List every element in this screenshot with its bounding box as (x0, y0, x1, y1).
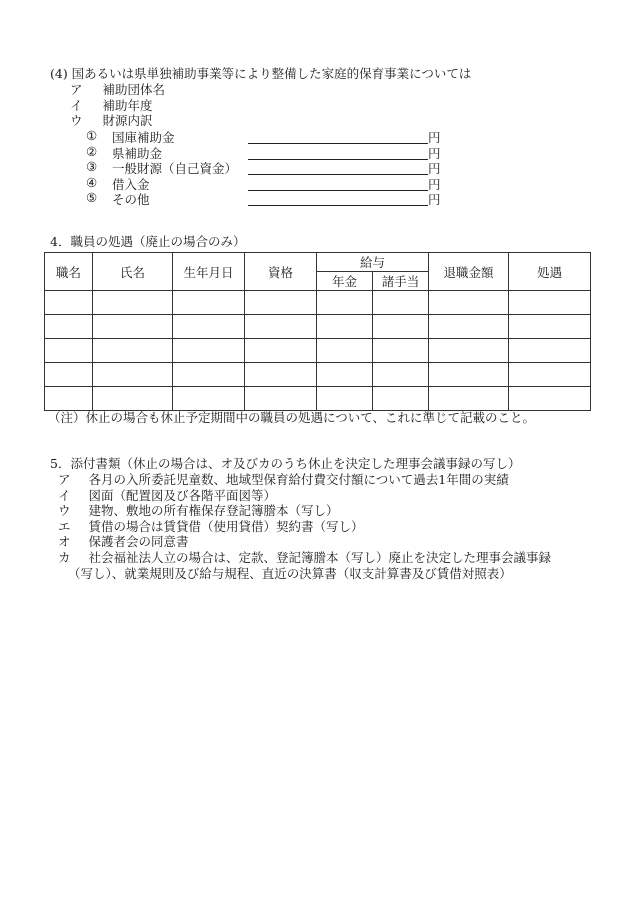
table-cell[interactable] (93, 363, 173, 387)
attachment-item (58, 534, 189, 550)
attachment-item (58, 503, 339, 519)
fund-label: 借入金 (112, 177, 150, 192)
attachment-item (58, 488, 276, 504)
attachment-item (58, 472, 509, 488)
table-cell[interactable] (429, 339, 509, 363)
fund-amount-blank[interactable] (248, 144, 428, 160)
table-cell[interactable] (173, 339, 245, 363)
fund-number: ④ (86, 175, 98, 190)
table-cell[interactable] (93, 387, 173, 411)
table-note: （注）休止の場合も休止予定期間中の職員の処遇について、これに準じて記載のこと。 (48, 410, 536, 425)
attachment-item (58, 519, 364, 535)
table-cell[interactable] (245, 363, 317, 387)
item-mark: イ (58, 488, 71, 503)
table-cell[interactable] (509, 315, 591, 339)
attachment-item (58, 550, 551, 566)
item-mark: エ (58, 519, 71, 534)
staff-treatment-table (44, 252, 591, 411)
item-label: 財源内訳 (102, 113, 153, 128)
table-cell[interactable] (45, 315, 93, 339)
fund-row-national (86, 128, 441, 145)
item-text: 各月の入所委託児童数、地域型保育給付費交付額について過去1年間の実績 (88, 472, 509, 487)
table-cell[interactable] (509, 339, 591, 363)
section-5-title: 5．添付書類（休止の場合は、オ及びカのうち休止を決定した理事会議事録の写し） (50, 456, 521, 471)
table-row (45, 363, 591, 387)
header-name: 氏名 (93, 253, 173, 291)
table-cell[interactable] (373, 339, 429, 363)
table-row (45, 315, 591, 339)
item-label: 補助年度 (102, 98, 153, 113)
item-text: 保護者会の同意書 (88, 534, 189, 549)
fund-number: ⑤ (86, 190, 98, 205)
fund-amount-blank[interactable] (248, 175, 428, 191)
fund-row-prefecture (86, 144, 441, 161)
item-mark: カ (58, 550, 71, 565)
table-cell[interactable] (45, 339, 93, 363)
item-text: 図面（配置図及び各階平面図等） (88, 488, 277, 503)
fund-amount-blank[interactable] (248, 190, 428, 206)
fund-row-general (86, 159, 441, 176)
fund-label: 国庫補助金 (112, 130, 175, 145)
table-row (45, 291, 591, 315)
item-text: 社会福祉法人立の場合は、定款、登記簿謄本（写し）廃止を決定した理事会議事録 (88, 550, 552, 565)
table-cell[interactable] (429, 315, 509, 339)
item-mark: オ (58, 534, 71, 549)
table-cell[interactable] (317, 363, 373, 387)
item-u (70, 113, 153, 129)
fund-unit: 円 (428, 130, 441, 145)
fund-amount-blank[interactable] (248, 159, 428, 175)
fund-label: 一般財源（自己資金） (112, 161, 238, 176)
fund-amount-blank[interactable] (248, 128, 428, 144)
item-mark: ア (58, 472, 71, 487)
fund-row-loan (86, 175, 441, 192)
table-cell[interactable] (373, 363, 429, 387)
table-row (45, 339, 591, 363)
fund-number: ② (86, 144, 98, 159)
item-i (70, 98, 153, 114)
item-mark: ウ (58, 503, 71, 518)
table-cell[interactable] (317, 339, 373, 363)
fund-label: その他 (112, 192, 150, 207)
table-cell[interactable] (429, 363, 509, 387)
table-cell[interactable] (429, 387, 509, 411)
item-text: 建物、敷地の所有権保存登記簿謄本（写し） (88, 503, 339, 518)
fund-number: ① (86, 128, 98, 143)
header-treatment: 処遇 (509, 253, 591, 291)
table-cell[interactable] (373, 291, 429, 315)
table-cell[interactable] (45, 363, 93, 387)
table-cell[interactable] (93, 291, 173, 315)
table-cell[interactable] (509, 387, 591, 411)
table-cell[interactable] (317, 291, 373, 315)
table-cell[interactable] (373, 315, 429, 339)
table-row (45, 387, 591, 411)
table-cell[interactable] (173, 315, 245, 339)
item-mark: イ (70, 98, 83, 113)
table-cell[interactable] (317, 387, 373, 411)
table-cell[interactable] (245, 387, 317, 411)
fund-unit: 円 (428, 192, 441, 207)
item-mark: ウ (70, 113, 83, 128)
table-cell[interactable] (173, 363, 245, 387)
table-cell[interactable] (373, 387, 429, 411)
fund-row-other (86, 190, 441, 207)
item-a (70, 82, 165, 98)
header-salary-allowance: 諸手当 (373, 272, 429, 291)
header-salary-annual: 年金 (317, 272, 373, 291)
section-4-title: 4．職員の処遇（廃止の場合のみ） (50, 234, 246, 249)
table-cell[interactable] (45, 387, 93, 411)
table-cell[interactable] (93, 315, 173, 339)
table-cell[interactable] (245, 315, 317, 339)
table-cell[interactable] (173, 387, 245, 411)
header-birthdate: 生年月日 (173, 253, 245, 291)
item-label: 補助団体名 (102, 82, 166, 97)
table-cell[interactable] (245, 291, 317, 315)
fund-unit: 円 (428, 161, 441, 176)
table-cell[interactable] (429, 291, 509, 315)
header-retirement: 退職金額 (429, 253, 509, 291)
table-cell[interactable] (317, 315, 373, 339)
fund-number: ③ (86, 159, 98, 174)
fund-unit: 円 (428, 146, 441, 161)
table-cell[interactable] (93, 339, 173, 363)
item-mark: ア (70, 82, 83, 97)
fund-label: 県補助金 (112, 146, 163, 161)
item-text: 賃借の場合は賃貸借（使用貸借）契約書（写し） (88, 519, 364, 534)
table-cell[interactable] (509, 363, 591, 387)
attachment-continuation: （写し）、就業規則及び給与規程、直近の決算書（収支計算書及び賃借対照表） (68, 566, 512, 581)
table-cell[interactable] (45, 291, 93, 315)
table-cell[interactable] (509, 291, 591, 315)
header-salary: 給与 (317, 253, 429, 272)
header-position: 職名 (45, 253, 93, 291)
table-cell[interactable] (173, 291, 245, 315)
subsection-heading: (4) 国あるいは県単独補助事業等により整備した家庭的保育事業については (50, 66, 472, 81)
fund-unit: 円 (428, 177, 441, 192)
header-qualification: 資格 (245, 253, 317, 291)
table-cell[interactable] (245, 339, 317, 363)
